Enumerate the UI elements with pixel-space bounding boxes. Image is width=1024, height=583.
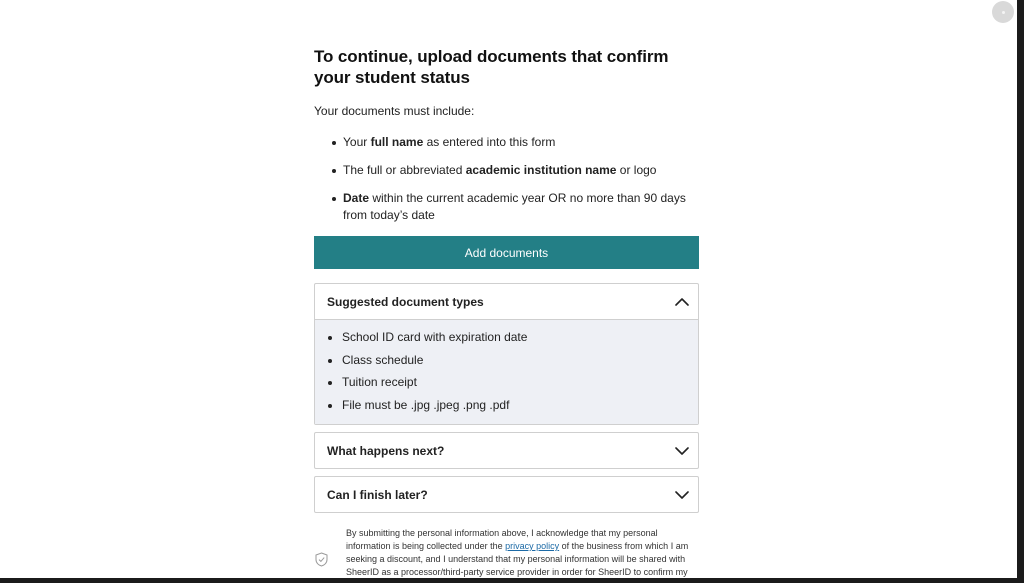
requirements-intro: Your documents must include: [314, 104, 475, 118]
document-types-list [315, 330, 698, 413]
corner-more-button[interactable] [992, 1, 1014, 23]
shield-check-icon [315, 552, 328, 567]
requirement-item: Date within the current academic year OR no more than 90 days from today’s date [332, 190, 699, 224]
accordion-title: Can I finish later? [327, 487, 428, 502]
accordion-suggested-document-types [314, 283, 699, 425]
requirement-item: Your full name as entered into this form [332, 134, 699, 151]
add-documents-button[interactable]: Add documents [314, 236, 699, 269]
list-item: Tuition receipt [328, 375, 698, 390]
list-item: School ID card with expiration date [328, 330, 698, 345]
accordion-what-happens-next [314, 432, 699, 469]
suggested-document-types-panel [315, 319, 698, 424]
privacy-policy-link[interactable]: privacy policy [505, 541, 560, 551]
chevron-down-icon [675, 490, 689, 499]
consent-notice [314, 527, 699, 578]
accordion-header-what-happens-next[interactable] [315, 433, 698, 468]
more-icon [1002, 11, 1005, 14]
page-title: To continue, upload documents that confirm your student status [314, 47, 669, 87]
chevron-down-icon [675, 446, 689, 455]
accordion-header-suggested-document-types[interactable] [315, 284, 698, 319]
accordion-title: What happens next? [327, 443, 445, 458]
accordion-header-can-i-finish-later[interactable] [315, 477, 698, 512]
list-item: Class schedule [328, 353, 698, 368]
list-item: File must be .jpg .jpeg .png .pdf [328, 398, 698, 413]
chevron-up-icon [675, 297, 689, 306]
upload-form [314, 46, 699, 513]
requirements-list [314, 134, 699, 224]
consent-text: By submitting the personal information above, I acknowledge that my personal information is being collected under the privacy policy of the business from which I am seeking a discount, and I understand that my personal information will be shared with SheerID as a processor/third-party service provider in order for SheerID to confirm my [346, 528, 689, 577]
requirement-item: The full or abbreviated academic institution name or logo [332, 162, 699, 179]
accordion-can-i-finish-later [314, 476, 699, 513]
accordion-title: Suggested document types [327, 294, 484, 309]
